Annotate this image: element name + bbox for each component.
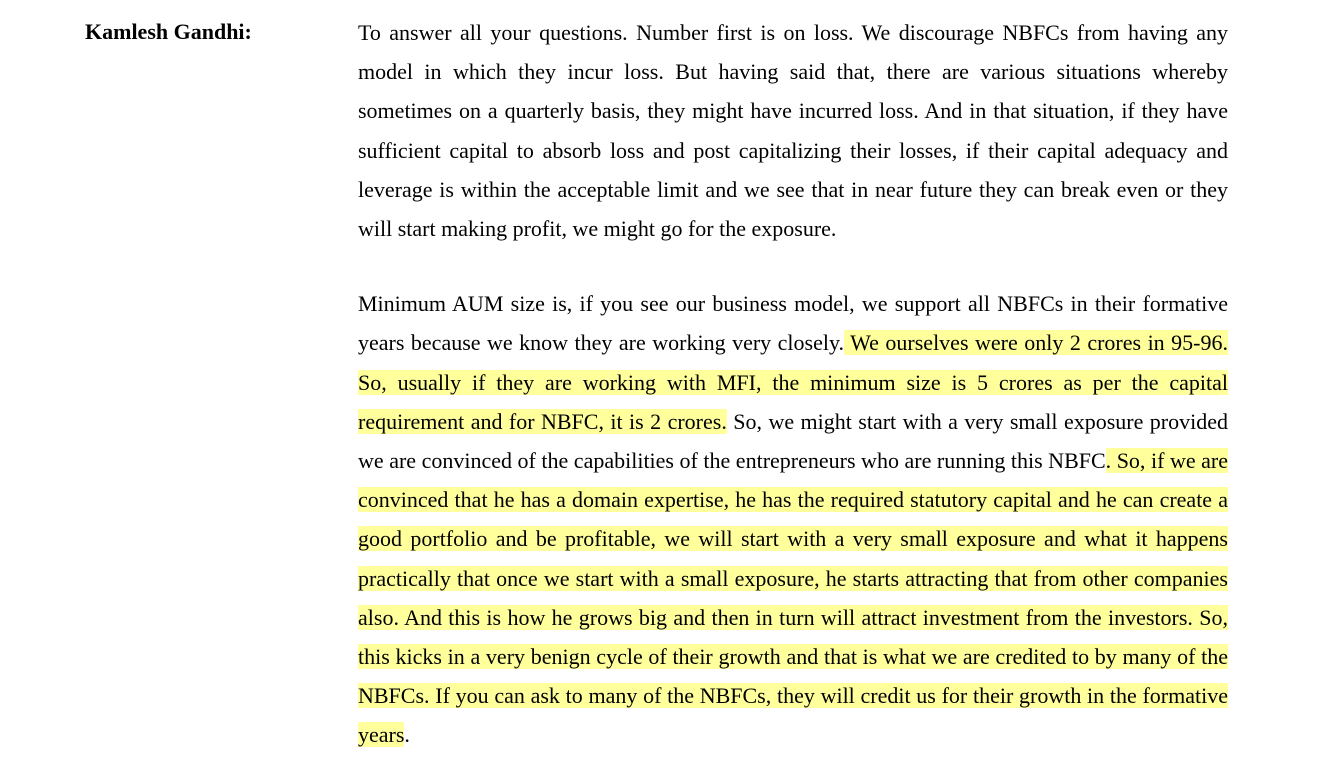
speaker-name: Kamlesh Gandhi:	[85, 19, 252, 44]
highlighted-text-segment: We ourselves were only 2 crores in 95-96. So, usually if they are working with MFI, the minimum size is 5 crores as per the capital requirement and for NBFC, it is 2 crores.	[358, 330, 1228, 434]
paragraph-1	[358, 13, 1228, 248]
text-segment: To answer all your questions. Number first is on loss. We discourage NBFCs from having any model in which they incur loss. But having said that, there are various situations whereby sometimes on a quarterly basis, they might have incurred loss. And in that situation, if they have sufficient capital to absorb loss and post capitalizing their losses, if their capital adequacy and leverage is within the acceptable limit and we see that in near future they can break even or they will start making profit, we might go for the exposure.	[358, 20, 1228, 242]
transcript-body	[358, 13, 1228, 755]
text-segment: So, we might start with a very small exposure provided we are convinced of the capabilities of the entrepreneurs who are running this NBFC	[358, 408, 1229, 474]
text-segment: Minimum AUM size is, if you see our business model, we support all NBFCs in their formative years because we know they are working very closely.	[358, 291, 1228, 356]
highlighted-text-segment: . So, if we are convinced that he has a domain expertise, he has the required statutory capital and he can create a good portfolio and be profitable, we will start with a very small exposure and what it happens practically that once we start with a small exposure, he starts attracting that from other companies also. And this is how he grows big and then in turn will attract investment from the investors. So, this kicks in a very benign cycle of their growth and that is what we are credited to by many of the NBFCs. If you can ask to many of the NBFCs, they will credit us for their growth in the formative years	[358, 448, 1228, 748]
text-segment: .	[404, 722, 410, 748]
paragraph-2	[358, 284, 1228, 754]
